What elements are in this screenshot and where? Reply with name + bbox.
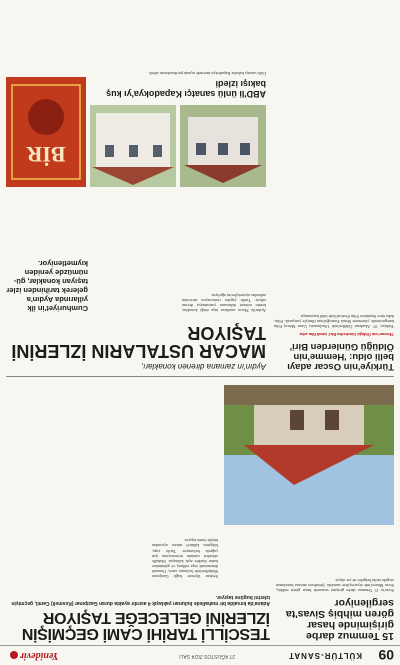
section-divider — [6, 376, 394, 377]
story-kapadokya-body: Ünlü sanatçı balonla Kapadokya üzerinde uçarak peribacalarını izledi. — [148, 71, 266, 76]
section-title: KÜLTÜR-SANAT — [288, 651, 362, 660]
story-mihbis-body: Sivas'ta 15 Temmuz darbe girişimi sırasında hasar gören mihbiş, Sivas Müzesi'nde ziyaretçilere sunuldu. Şehitlerin anısına hazırlanan sergide tarihi belgeler de yer alıyor. — [276, 577, 394, 593]
logo-mark-icon — [10, 651, 18, 659]
story-oscar — [274, 6, 394, 371]
story-mosque-headline: TESCİLLİ TARİHİ CAMİ GEÇMİŞİN İZLERİNİ GELECEĞE TAŞIYOR — [22, 609, 270, 642]
book-cover — [6, 77, 86, 187]
story-mosque-columns — [6, 383, 218, 579]
story-oscar-highlight: 'Hemme'nin Öldüğü Günlerden Biri' isimli film aday — [299, 332, 394, 337]
issue-date: 27 AĞUSTOS 2024 SALI — [179, 653, 235, 659]
story-mihbis — [276, 531, 394, 641]
house-photo-1 — [180, 105, 266, 187]
story-konaklar-subhead: Aydın'ın zamana direnen konakları, — [140, 362, 266, 371]
newspaper-logo: Yenidevir — [10, 650, 58, 661]
house-photo-2 — [90, 105, 176, 187]
story-mosque-deck: Adana'da kırsalda bir mahallede bulunan yaklaşık 4 asırdır ayakta duran Gazipınar (Kesmeli) Camii, geçmişin izlerini bugüne taşıyor. — [11, 594, 270, 606]
story-mosque — [6, 583, 270, 641]
mosque-image — [224, 385, 394, 525]
story-konaklar-headline: MACAR USTALARIN İZLERİNİ TAŞIYOR — [11, 323, 266, 361]
story-mihbis-headline: 15 Temmuz darbe girişiminde hasar gören mihbiş Sivas'ta sergileniyor — [285, 597, 394, 642]
story-oscar-body: Türkiye, 97. Akademi Ödülleri'nde Uluslararası Uzun Metraj Film kategorisinde, yönetmen Murat Fıratoğlu'nun filmiyle yarışacak. Film, daha önce Sundance Film Festivali'nde ödül kazanmıştı. — [274, 313, 394, 329]
story-mosque-body: Seyhan ilçesine bağlı Gazipınar Mahallesi'nde bulunan cami, Osmanlı döneminde inşa edilmiş ve günümüze kadar ibadete açık kalmıştır. Mahalle sakinleri caminin restorasyonu için çağrıda bulunuyor. Tarihi yapı, bölgenin kültürel mirası açısından büyük önem taşıyor. — [152, 538, 218, 579]
page-header — [0, 645, 400, 665]
story-konaklar-quote: Cumhuriyet'in ilk yıllarında Aydın'a gelerek tarihinden izler taşıyan konaklar, gü-nümüzde yeniden kıymetleniyor. — [6, 259, 88, 313]
mosque-photo — [224, 385, 394, 525]
story-kapadokya — [90, 7, 266, 99]
story-konaklar-body — [6, 193, 266, 313]
story-oscar-headline: Türkiye'nin Oscar adayı belli oldu: 'Hemme'nin Öldüğü Günlerden Biri' — [287, 341, 394, 372]
book-title: BİR — [26, 142, 66, 167]
story-konaklar-head — [6, 317, 266, 371]
story-kapadokya-headline: ABD'li ünlü sanatçı Kapadokya'yı kuş bakışı izledi — [106, 79, 266, 99]
page-number: 09 — [378, 647, 394, 663]
story-konaklar-text: Aydın'da Macar ustaların inşa ettiği konaklar, kentin mimari dokusunu yansıtmaya devam ediyor. Tarihi yapılar restorasyon sürecinin ardından ziyaretçilerini ağırlıyor. — [182, 292, 266, 313]
